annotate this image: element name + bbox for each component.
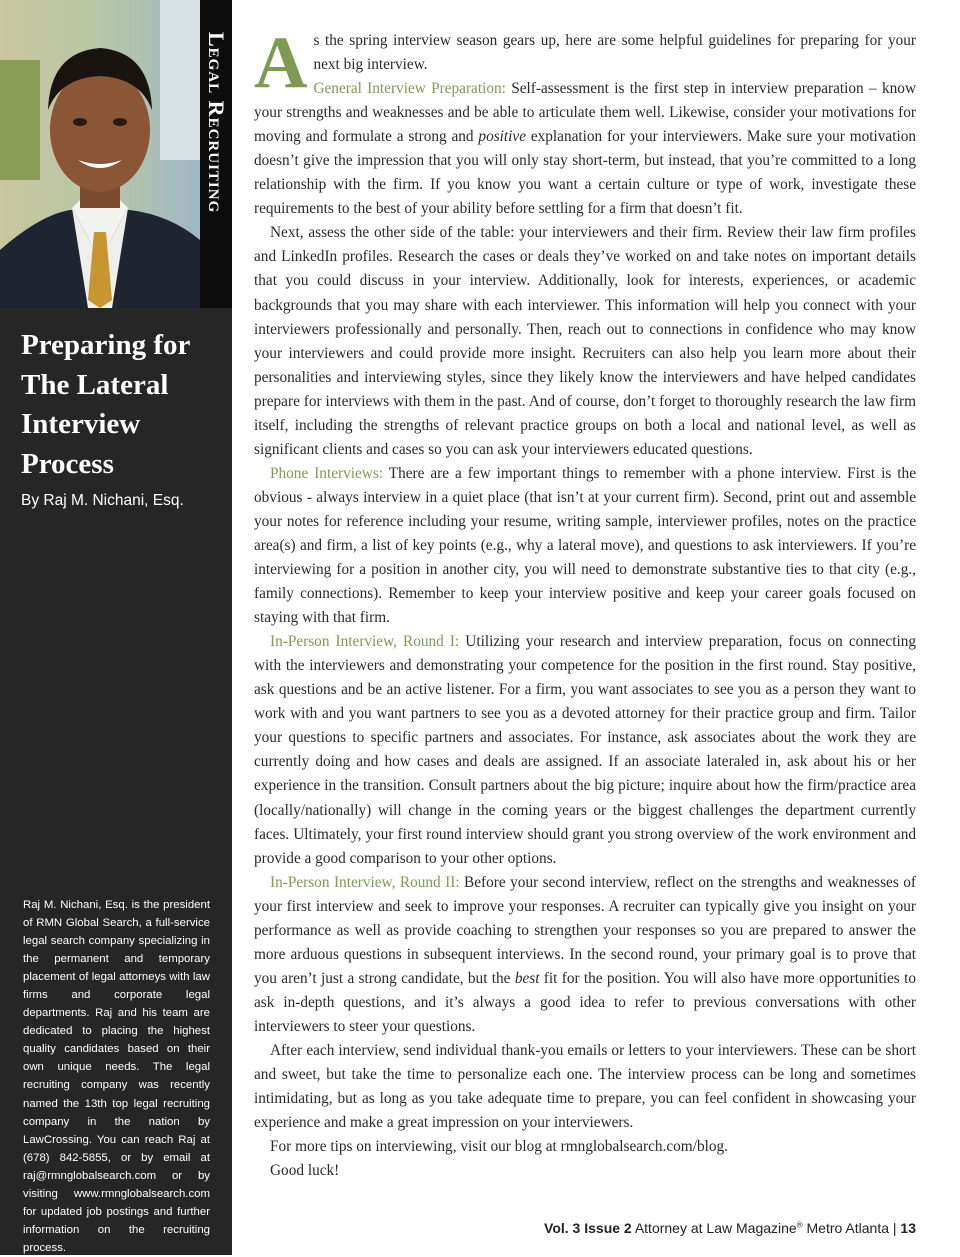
intro-text: s the spring interview season gears up, here are some helpful guidelines for preparing for your next big interview. (313, 32, 916, 74)
paragraph: Next, assess the other side of the table: your interviewers and their firm. Review their law firm profiles and LinkedIn profiles. Research the cases or deals they’ve worked on and take notes on important details that you could discuss in your interview. Additionally, look for interests, experiences, or academic backgrounds that you may share with each interviewer. This information will help you connect with your interviewers professionally and personally. Then, reach out to connections in confidence who may know your interviewers and could provide more insight. Recruiters can also help you learn more about their personalities and interviewing styles, since they likely know the interviewers and have helped candidates prepare for interviews with them in the past. And of course, don’t forget to thoroughly research the law firm itself, including the strengths of relevant practice groups on both a local and national level, as well as significant clients and cases so you can ask your interviewers educated questions. (254, 224, 916, 458)
magazine-name: Attorney at Law Magazine (634, 1220, 797, 1236)
paragraph (254, 871, 916, 1039)
title-line: Interview (21, 408, 141, 440)
paragraph (254, 462, 916, 630)
byline: By Raj M. Nichani, Esq. (21, 492, 184, 509)
drop-cap: A (254, 22, 308, 104)
registered-mark: ® (796, 1220, 803, 1230)
paragraph: Good luck! (270, 1162, 340, 1180)
article-title (21, 326, 226, 484)
author-bio: Raj M. Nichani, Esq. is the president of RMN Global Search, a full-service legal search company specializing in the permanent and temporary placement of legal attorneys with law firms and corporate legal departments. Raj and his team are dedicated to placing the highest quality candidates based on their own unique needs. The legal recruiting company was recently named the 13th top legal recruiting company in the nation by LawCrossing. You can reach Raj at (678) 842-5855, or by email at raj@rmnglobalsearch.com or by visiting www.rmnglobalsearch.com for updated job postings and further information on the recruiting process. (23, 899, 210, 1254)
paragraph-text: fit for the position. You will also have more opportunities to ask in-depth questions, and it’s always a good idea to refer to previous conversations with other interviewers to steer your questions. (254, 969, 916, 1035)
paragraph-intro (254, 22, 916, 221)
footer-separator: | (892, 1220, 897, 1236)
edition-label: Metro Atlanta (806, 1220, 889, 1236)
sidebar (0, 0, 232, 1255)
emphasis-text: positive (478, 128, 527, 146)
issue-label: Vol. 3 Issue 2 (544, 1220, 632, 1236)
title-line: Preparing for (21, 329, 191, 361)
page-footer (544, 1220, 916, 1236)
author-photo (0, 0, 200, 308)
section-heading: In-Person Interview, Round I: (270, 633, 460, 651)
paragraph-text: Self-assessment is the first step in interview preparation – know your strengths and weaknesses and be able to articulate them well. Likewise, consider your motivations for moving and formulate a strong and (254, 80, 916, 146)
article-body (254, 22, 916, 1183)
paragraph (254, 630, 916, 870)
emphasis-text: best (514, 969, 540, 987)
page-number: 13 (900, 1220, 916, 1236)
paragraph: For more tips on interviewing, visit our blog at rmnglobalsearch.com/blog. (270, 1138, 728, 1156)
title-line: Process (21, 447, 114, 480)
title-line: The Lateral (21, 368, 169, 401)
section-heading: General Interview Preparation: (313, 80, 506, 98)
section-label: Legal Recruiting (204, 32, 229, 214)
author-portrait-image (0, 0, 200, 308)
paragraph-text: Utilizing your research and interview preparation, focus on connecting with the interviewers and demonstrating your competence for the position in the first round. Stay positive, ask questions and be an active listener. For a firm, you want associates to see you as a person they want to work with and you want partners to see you as a devoted attorney for their practice group and firm. Tailor your questions to specific partners and associates. For instance, ask associates about the work they are currently doing and how cases and deals are assigned. If an associate lateraled in, ask about his or her experience in the transition. Consult partners about the big picture; inquire about how the firm/practice area (locally/nationally) will change in the coming years or the biggest challenges the department currently faces. Ultimately, your first round interview should grant you strong overview of the work environment and provide a good comparison to your other options. (254, 633, 916, 867)
paragraph-text: Before your second interview, reflect on the strengths and weaknesses of your first interview and seek to improve your responses. A recruiter can typically give you insight on your performance as well as provide coaching to strengthen your responses so you are prepared to answer the more arduous questions in subsequent interviews. In the second round, your primary goal is to prove that you aren’t just a strong candidate, but the (254, 873, 916, 987)
paragraph: After each interview, send individual thank-you emails or letters to your interviewers. These can be short and sweet, but take the time to personalize each one. The interview process can be long and sometimes intimidating, but as long as you take adequate time to prepare, you can feel confident in showcasing your experience and make a great impression on your interviewers. (254, 1041, 916, 1132)
paragraph-text: There are a few important things to remember with a phone interview. First is the obvious - always interview in a quiet place (that isn’t at your current firm). Second, print out and assemble your notes for reference including your resume, writing sample, interviewer profiles, notes on the practice area(s) and firm, a list of key points (e.g., why a lateral move), and questions to ask interviewers. If you’re interviewing for a position in another city, you will need to demonstrate substantive ties to that city (e.g., family connections). Remember to keep your interview positive and keep your career goals focused on staying with that firm. (254, 464, 916, 627)
section-heading: Phone Interviews: (270, 464, 384, 482)
paragraph-text: explanation for your interviewers. Make sure your motivation doesn’t give the impression that you will only stay short-term, but instead, that you’re committed to a long relationship with the firm. If you know you want a certain culture or type of work, investigate these requirements to the best of your ability before settling for a firm that doesn’t fit. (254, 128, 916, 218)
section-heading: In-Person Interview, Round II: (270, 873, 460, 891)
